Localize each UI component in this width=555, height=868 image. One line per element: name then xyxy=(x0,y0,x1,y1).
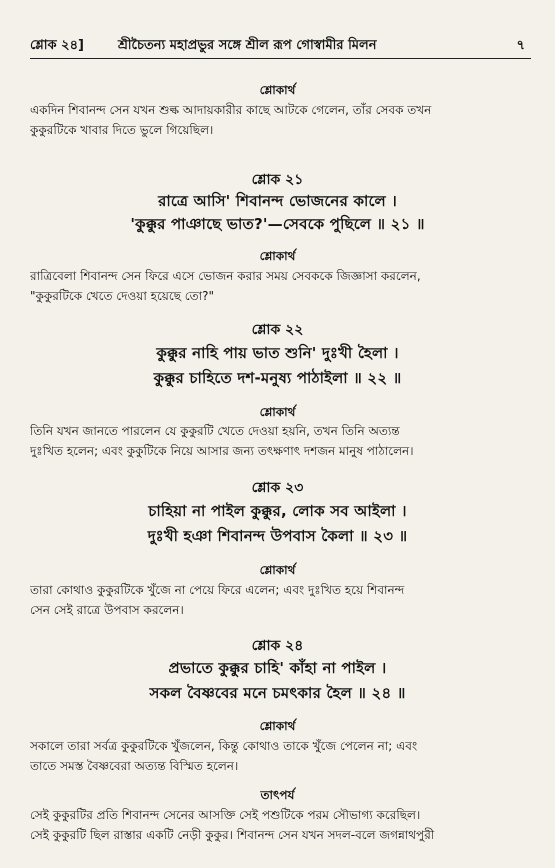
verse-line: 'কুক্কুর পাঞাছে ভাত?'—সেবকে পুছিলে ॥ ২১ ॥ xyxy=(130,215,425,233)
running-header xyxy=(30,34,531,59)
section-heading-translation: শ্লোকার্থ xyxy=(259,405,296,419)
text-line: সেন সেই রাত্রে উপবাস করলেন। xyxy=(30,603,184,617)
verse-number: শ্লোক ২১ xyxy=(251,172,304,188)
page-number: ৭ xyxy=(516,38,525,53)
translation-paragraph xyxy=(30,580,530,620)
section-heading-translation: শ্লোকার্থ xyxy=(259,83,296,97)
verse-line: চাহিয়া না পাইল কুক্কুর, লোক সব আইলা । xyxy=(148,502,407,520)
text-line: রাত্রিবেলা শিবানন্দ সেন ফিরে এসে ভোজন করার সময় সেবককে জিজ্ঞাসা করলেন, xyxy=(30,269,421,283)
verse-line: প্রভাতে কুক্কুর চাহি' কাঁহা না পাইল । xyxy=(168,659,387,677)
verse-line: কুক্কুর নাহি পায় ভাত শুনি' দুঃখী হৈলা । xyxy=(156,344,399,362)
text-line: সেই কুকুরটি ছিল রাস্তার একটি নেড়ী কুকুর। শিবানন্দ সেন যখন সদল-বলে জগন্নাথপুরী xyxy=(30,828,435,842)
text-line: সকালে তারা সর্বত্র কুকুরটিকে খুঁজলেন, কিন্তু কোথাও তাকে খুঁজে পেলেন না; এবং xyxy=(30,739,418,753)
header-chapter-title: শ্রীচৈতন্য মহাপ্রভুর সঙ্গে শ্রীল রূপ গোস্বামীর মিলন xyxy=(118,38,377,53)
section-heading-purport: তাৎপর্য xyxy=(260,788,295,802)
translation-paragraph xyxy=(30,100,530,140)
verse-number: শ্লোক ২৪ xyxy=(251,638,304,654)
verse-number: শ্লোক ২৩ xyxy=(251,480,304,496)
section-heading-translation: শ্লোকার্থ xyxy=(259,719,296,733)
text-line: তারা কোথাও কুকুরটিকে খুঁজে না পেয়ে ফিরে এলেন; এবং দুঃখিত হয়ে শিবানন্দ xyxy=(30,583,405,597)
verse-line: দুঃখী হঞা শিবানন্দ উপবাস কৈলা ॥ ২৩ ॥ xyxy=(147,527,408,545)
translation-paragraph xyxy=(30,736,530,776)
text-line: একদিন শিবানন্দ সেন যখন শুল্ক আদায়কারীর কাছে আটকে গেলেন, তাঁর সেবক তখন xyxy=(30,103,432,117)
header-verse-ref: শ্লোক ২৪] xyxy=(30,38,84,53)
text-line: কুকুরটিকে খাবার দিতে ভুলে গিয়েছিল। xyxy=(30,123,214,137)
text-line: দুঃখিত হলেন; এবং কুকুটিকে নিয়ে আসার জন্য তৎক্ষণাৎ দশজন মানুষ পাঠালেন। xyxy=(30,444,414,458)
section-heading-translation: শ্লোকার্থ xyxy=(259,249,296,263)
text-line: সেই কুকুরটির প্রতি শিবানন্দ সেনের আসক্তি সেই পশুটিকে পরম সৌভাগ্য করেছিল। xyxy=(30,808,421,822)
text-line: তাতে সমস্ত বৈষ্ণবেরা অত্যন্ত বিস্মিত হলেন। xyxy=(30,759,239,773)
translation-paragraph xyxy=(30,421,530,461)
verse-line: কুক্কুর চাহিতে দশ-মনুষ্য পাঠাইলা ॥ ২২ ॥ xyxy=(153,369,402,387)
text-line: তিনি যখন জানতে পারলেন যে কুকুরটি খেতে দেওয়া হয়নি, তখন তিনি অত্যন্ত xyxy=(30,424,400,438)
verse-line: সকল বৈষ্ণবের মনে চমৎকার হৈল ॥ ২৪ ॥ xyxy=(149,684,406,702)
purport-paragraph xyxy=(30,805,530,845)
text-line: "কুকুরটিকে খেতে দেওয়া হয়েছে তো?" xyxy=(30,289,215,303)
translation-paragraph xyxy=(30,266,530,306)
verse-number: শ্লোক ২২ xyxy=(251,322,304,338)
section-heading-translation: শ্লোকার্থ xyxy=(259,563,296,577)
verse-line: রাত্রে আসি' শিবানন্দ ভোজনের কালে । xyxy=(158,192,397,210)
